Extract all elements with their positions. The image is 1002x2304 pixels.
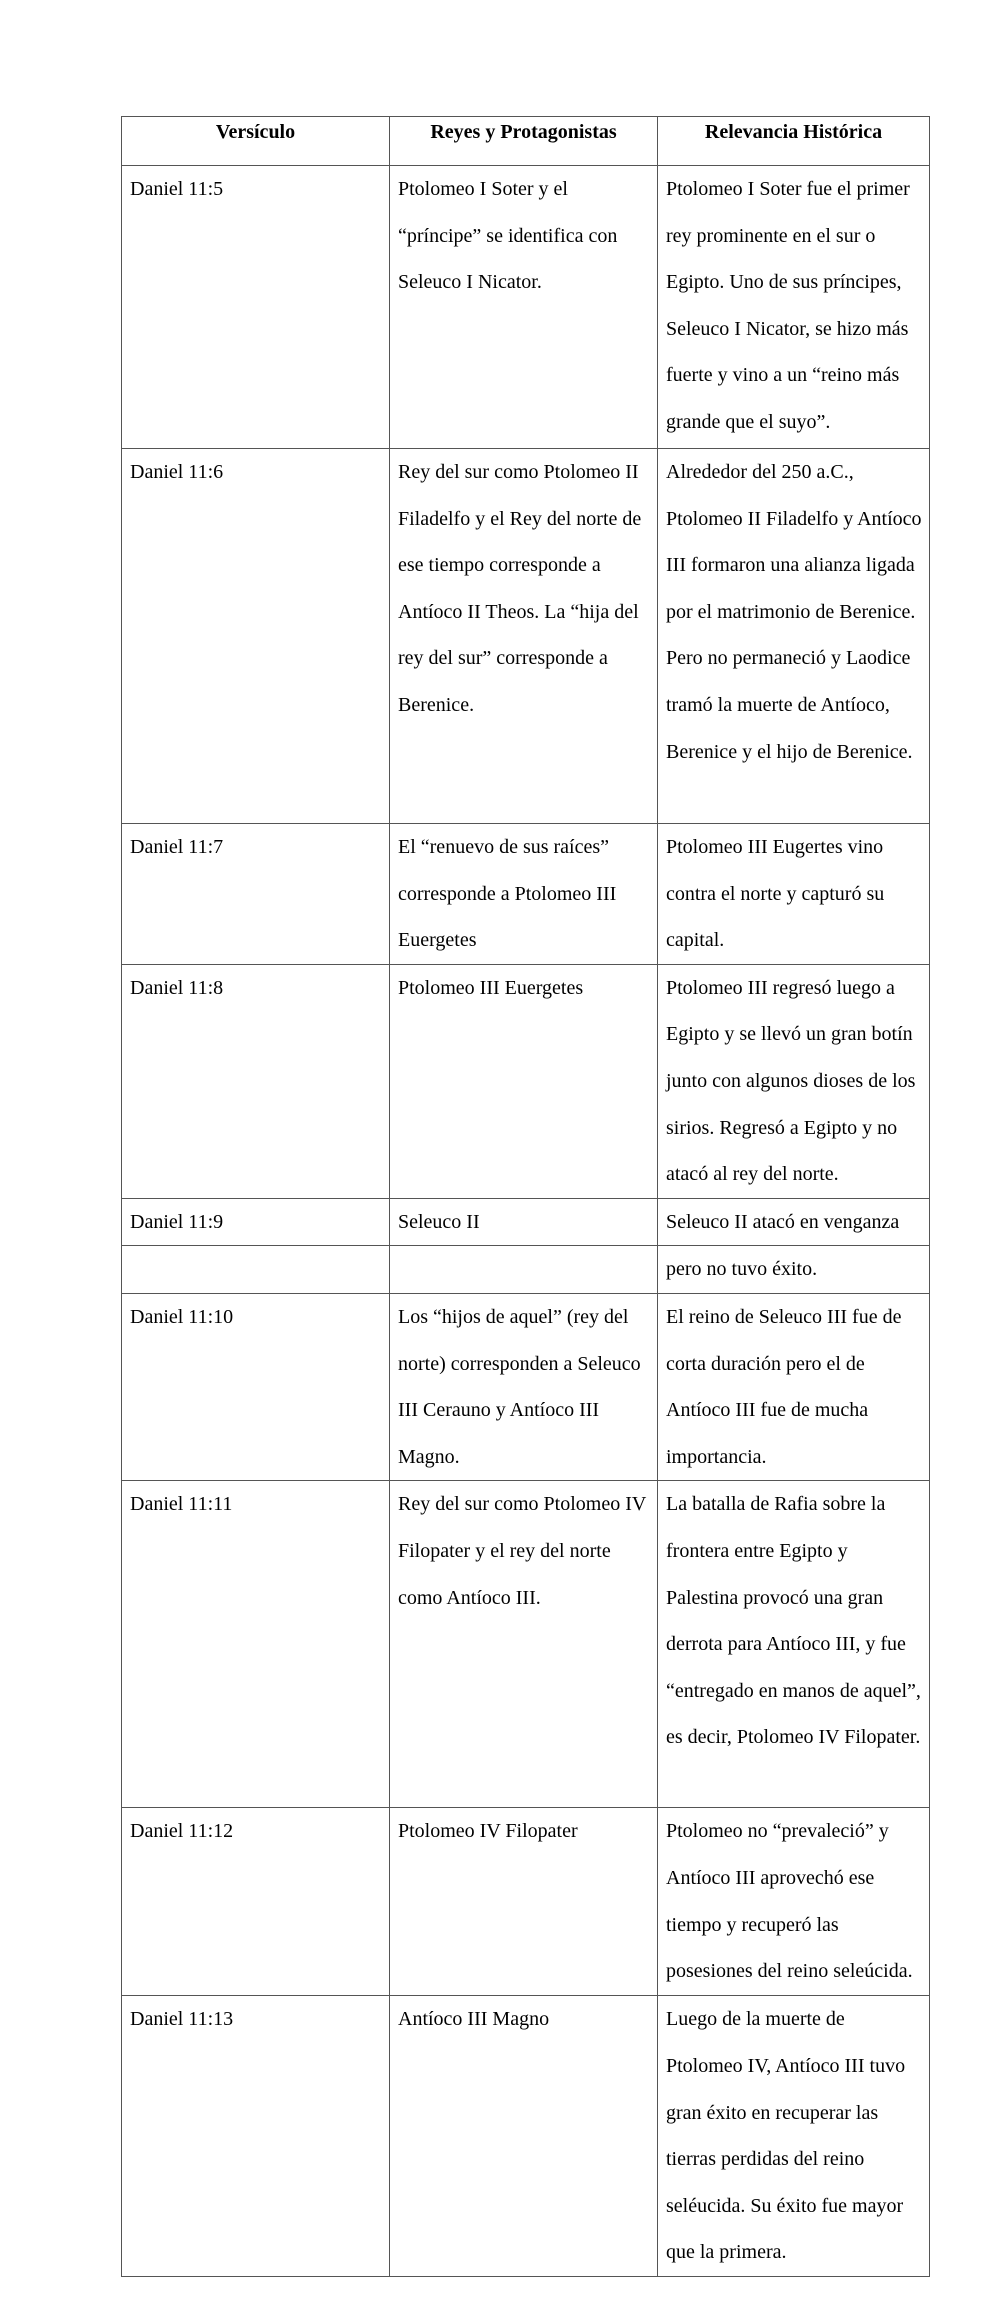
table-row (122, 964, 930, 1198)
cell-relevance: Luego de la muerte de Ptolomeo IV, Antíoco III tuvo gran éxito en recuperar las tierras perdidas del reino seléucida. Su éxito fue mayor que la primera. (658, 1996, 930, 2277)
header-kings: Reyes y Protagonistas (390, 117, 658, 166)
cell-verse: Daniel 11:12 (122, 1808, 390, 1996)
cell-verse (122, 1246, 390, 1294)
cell-relevance: Ptolomeo III regresó luego a Egipto y se llevó un gran botín junto con algunos dioses de los sirios. Regresó a Egipto y no atacó al rey del norte. (658, 964, 930, 1198)
table-row (122, 824, 930, 965)
table-row (122, 1481, 930, 1808)
cell-kings: Antíoco III Magno (390, 1996, 658, 2277)
cell-relevance: pero no tuvo éxito. (658, 1246, 930, 1294)
cell-kings: Seleuco II (390, 1198, 658, 1246)
table-row (122, 449, 930, 824)
cell-relevance: El reino de Seleuco III fue de corta duración pero el de Antíoco III fue de mucha importancia. (658, 1293, 930, 1480)
cell-verse: Daniel 11:11 (122, 1481, 390, 1808)
cell-kings: El “renuevo de sus raíces” corresponde a Ptolomeo III Euergetes (390, 824, 658, 965)
table-row (122, 1293, 930, 1480)
cell-relevance: La batalla de Rafia sobre la frontera entre Egipto y Palestina provocó una gran derrota para Antíoco III, y fue “entregado en manos de aquel”, es decir, Ptolomeo IV Filopater. (658, 1481, 930, 1808)
table-row (122, 1198, 930, 1246)
cell-verse: Daniel 11:7 (122, 824, 390, 965)
cell-relevance: Alrededor del 250 a.C., Ptolomeo II Filadelfo y Antíoco III formaron una alianza ligada por el matrimonio de Berenice. Pero no permaneció y Laodice tramó la muerte de Antíoco, Berenice y el hijo de Berenice. (658, 449, 930, 824)
cell-verse: Daniel 11:10 (122, 1293, 390, 1480)
cell-relevance: Ptolomeo I Soter fue el primer rey prominente en el sur o Egipto. Uno de sus príncipes, Seleuco I Nicator, se hizo más fuerte y vino a un “reino más grande que el suyo”. (658, 166, 930, 449)
cell-verse: Daniel 11:13 (122, 1996, 390, 2277)
cell-relevance: Seleuco II atacó en venganza (658, 1198, 930, 1246)
cell-kings (390, 1246, 658, 1294)
table-row (122, 1808, 930, 1996)
cell-kings: Ptolomeo I Soter y el “príncipe” se identifica con Seleuco I Nicator. (390, 166, 658, 449)
cell-verse: Daniel 11:6 (122, 449, 390, 824)
table-row (122, 1246, 930, 1294)
cell-kings: Los “hijos de aquel” (rey del norte) corresponden a Seleuco III Ceraunо y Antíoco III Magno. (390, 1293, 658, 1480)
cell-verse: Daniel 11:9 (122, 1198, 390, 1246)
table-header-row (122, 117, 930, 166)
cell-relevance: Ptolomeo no “prevaleció” y Antíoco III aprovechó ese tiempo y recuperó las posesiones del reino seleúcida. (658, 1808, 930, 1996)
cell-verse: Daniel 11:5 (122, 166, 390, 449)
cell-relevance: Ptolomeo III Eugertes vino contra el norte y capturó su capital. (658, 824, 930, 965)
cell-kings: Ptolomeo III Euergetes (390, 964, 658, 1198)
cell-kings: Rey del sur como Ptolomeo II Filadelfo y el Rey del norte de ese tiempo corresponde a Antíoco II Theos. La “hija del rey del sur” corresponde a Berenice. (390, 449, 658, 824)
cell-kings: Ptolomeo IV Filopater (390, 1808, 658, 1996)
cell-verse: Daniel 11:8 (122, 964, 390, 1198)
header-verse: Versículo (122, 117, 390, 166)
table-row (122, 166, 930, 449)
table-row (122, 1996, 930, 2277)
history-table (121, 116, 930, 2277)
header-relevance: Relevancia Histórica (658, 117, 930, 166)
cell-kings: Rey del sur como Ptolomeo IV Filopater y el rey del norte como Antíoco III. (390, 1481, 658, 1808)
